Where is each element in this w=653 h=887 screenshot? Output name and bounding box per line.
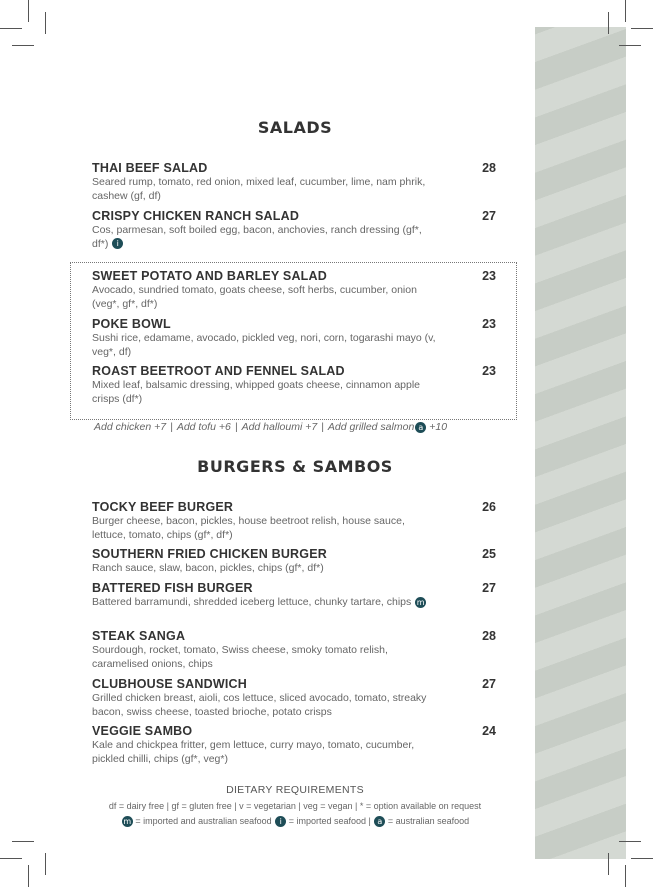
item-name: ROAST BEETROOT AND FENNEL SALAD [92,364,345,378]
crop-mark [619,841,641,842]
item-name: THAI BEEF SALAD [92,161,208,175]
addon-separator: | [170,421,173,433]
australian-seafood-icon: a [374,816,385,827]
menu-item [92,629,496,671]
crop-mark [0,858,22,859]
crop-mark [12,841,34,842]
menu-item [92,500,496,542]
menu-item [92,724,496,766]
item-price: 27 [482,677,496,691]
item-price: 24 [482,724,496,738]
decorative-stripe-panel [535,27,626,859]
item-description: Avocado, sundried tomato, goats cheese, soft herbs, cucumber, onion (veg*, gf*, df*) [92,284,417,310]
item-description: Mixed leaf, balsamic dressing, whipped goats cheese, cinnamon apple crisps (df*) [92,379,421,405]
item-name: CLUBHOUSE SANDWICH [92,677,247,691]
item-description: Ranch sauce, slaw, bacon, pickles, chips (gf*, df*) [92,562,324,574]
crop-mark [608,12,609,34]
item-price: 23 [482,317,496,331]
crop-mark [625,865,626,887]
imported-and-australian-seafood-icon: m [123,817,132,827]
item-description [92,596,437,610]
crop-mark [625,0,626,22]
item-price: 28 [482,629,496,643]
crop-mark [28,865,29,887]
item-description [92,224,437,251]
seafood-legend [0,816,590,827]
burgers-title: BURGERS & SAMBOS [197,457,393,476]
addon-salmon: Add grilled salmon [327,421,415,433]
menu-item [92,269,496,311]
addon-halloumi: Add halloumi +7 [241,421,318,433]
crop-mark [631,28,653,29]
menu-item [92,364,496,406]
salads-title: SALADS [257,118,333,137]
menu-item [92,677,496,719]
menu-item [92,581,496,610]
legend-a-text: = australian seafood [387,816,470,826]
crop-mark [45,853,46,875]
addon-salmon-price: +10 [429,421,448,433]
addon-separator: | [234,421,238,433]
addon-chicken: Add chicken +7 [94,421,167,433]
item-price: 23 [482,269,496,283]
salad-addons [94,421,447,433]
addon-separator: | [321,421,324,433]
item-description: Sushi rice, edamame, avocado, pickled veg, nori, corn, togarashi mayo (v, veg*, df) [92,332,436,358]
dietary-title: DIETARY REQUIREMENTS [226,784,364,796]
item-name: SWEET POTATO AND BARLEY SALAD [92,269,327,283]
item-price: 27 [482,581,496,595]
item-description: Burger cheese, bacon, pickles, house beetroot relish, house sauce, lettuce, tomato, chips (gf*, df*) [92,515,405,541]
crop-mark [631,858,653,859]
item-name: POKE BOWL [92,317,171,331]
menu-item [92,547,496,576]
crop-mark [28,0,29,22]
item-description-text: Battered barramundi, shredded iceberg lettuce, chunky tartare, chips [92,596,412,608]
dietary-legend: df = dairy free | gf = gluten free | v = vegetarian | veg = vegan | * = option available on request [108,801,482,811]
crop-mark [12,45,34,46]
crop-mark [0,28,22,29]
item-name: STEAK SANGA [92,629,186,643]
menu-item [92,317,496,359]
imported-seafood-icon: i [112,238,123,249]
item-price: 27 [482,209,496,223]
item-description: Sourdough, rocket, tomato, Swiss cheese, smoky tomato relish, caramelised onions, chips [92,644,388,670]
item-description: Seared rump, tomato, red onion, mixed leaf, cucumber, lime, nam phrik, cashew (gf, df) [92,176,426,202]
australian-seafood-icon: a [415,422,426,433]
item-name: VEGGIE SAMBO [92,724,193,738]
item-name: TOCKY BEEF BURGER [92,500,234,514]
item-price: 25 [482,547,496,561]
item-price: 23 [482,364,496,378]
item-name: CRISPY CHICKEN RANCH SALAD [92,209,300,223]
legend-m-text: = imported and australian seafood [135,816,272,826]
crop-mark [619,45,641,46]
item-price: 28 [482,161,496,175]
item-name: SOUTHERN FRIED CHICKEN BURGER [92,547,327,561]
crop-mark [608,853,609,875]
imported-seafood-icon: i [275,816,286,827]
menu-item [92,209,496,251]
item-description-text: Cos, parmesan, soft boiled egg, bacon, anchovies, ranch dressing (gf*, df*) [92,224,422,250]
crop-mark [45,12,46,34]
item-description: Grilled chicken breast, aioli, cos lettuce, sliced avocado, tomato, streaky bacon, swiss cheese, toasted brioche, potato crisps [92,692,427,718]
legend-i-text: = imported seafood | [288,816,371,826]
imported-and-australian-seafood-icon: m [416,597,425,607]
addon-tofu: Add tofu +6 [176,421,231,433]
item-name: BATTERED FISH BURGER [92,581,253,595]
menu-item [92,161,496,203]
item-price: 26 [482,500,496,514]
item-description: Kale and chickpea fritter, gem lettuce, curry mayo, tomato, cucumber, pickled chilli, chips (gf*, veg*) [92,739,415,765]
